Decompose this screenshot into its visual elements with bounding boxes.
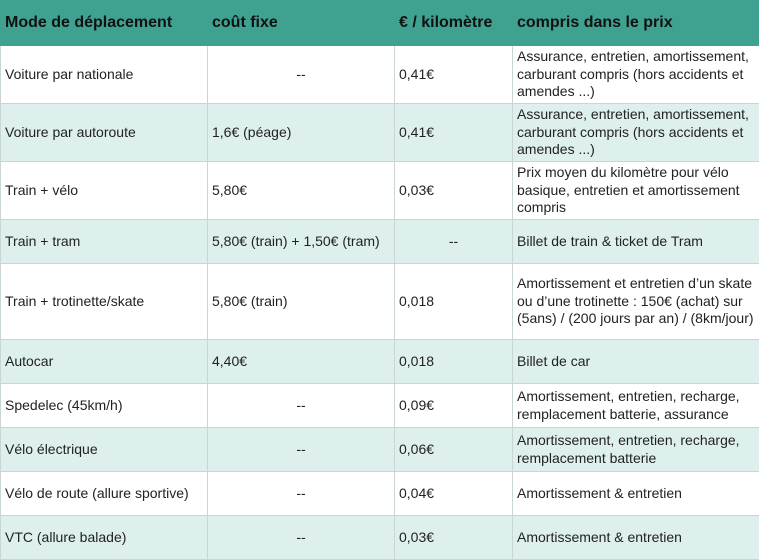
cell-fixed-cost: 5,80€ (train) + 1,50€ (tram) [208, 220, 395, 264]
cell-mode: Vélo de route (allure sportive) [1, 472, 208, 516]
cell-fixed-cost: 5,80€ [208, 162, 395, 220]
header-mode: Mode de déplacement [1, 1, 208, 46]
table-row [1, 46, 759, 104]
cell-per-km: 0,04€ [395, 472, 513, 516]
header-fixed-cost: coût fixe [208, 1, 395, 46]
table-row [1, 384, 759, 428]
cell-per-km: 0,03€ [395, 516, 513, 560]
table-body [1, 46, 759, 560]
cell-per-km: 0,018 [395, 340, 513, 384]
table-row [1, 516, 759, 560]
cell-included: Prix moyen du kilomètre pour vélo basique, entretien et amortissement compris [513, 162, 759, 220]
header-included: compris dans le prix [513, 1, 759, 46]
cell-fixed-cost: -- [208, 472, 395, 516]
header-row [1, 1, 759, 46]
cell-mode: VTC (allure balade) [1, 516, 208, 560]
cell-mode: Spedelec (45km/h) [1, 384, 208, 428]
cell-included: Amortissement & entretien [513, 472, 759, 516]
cell-per-km: -- [395, 220, 513, 264]
table-row [1, 162, 759, 220]
cell-per-km: 0,09€ [395, 384, 513, 428]
cell-per-km: 0,06€ [395, 428, 513, 472]
cell-included: Amortissement, entretien, recharge, remplacement batterie [513, 428, 759, 472]
table-header [1, 1, 759, 46]
cell-included: Billet de train & ticket de Tram [513, 220, 759, 264]
cell-mode: Vélo électrique [1, 428, 208, 472]
cell-mode: Voiture par autoroute [1, 104, 208, 162]
cell-fixed-cost: -- [208, 384, 395, 428]
table-row [1, 340, 759, 384]
cell-fixed-cost: -- [208, 428, 395, 472]
cell-included: Amortissement & entretien [513, 516, 759, 560]
cell-included: Amortissement, entretien, recharge, remplacement batterie, assurance [513, 384, 759, 428]
cell-fixed-cost: 1,6€ (péage) [208, 104, 395, 162]
table-row [1, 104, 759, 162]
cell-included: Assurance, entretien, amortissement, carburant compris (hors accidents et amendes ...) [513, 104, 759, 162]
cell-mode: Voiture par nationale [1, 46, 208, 104]
table-row [1, 264, 759, 340]
header-per-km: € / kilomètre [395, 1, 513, 46]
cell-included: Billet de car [513, 340, 759, 384]
cell-fixed-cost: 5,80€ (train) [208, 264, 395, 340]
cell-fixed-cost: 4,40€ [208, 340, 395, 384]
cell-fixed-cost: -- [208, 516, 395, 560]
cell-mode: Train + vélo [1, 162, 208, 220]
cell-per-km: 0,018 [395, 264, 513, 340]
cell-included: Amortissement et entretien d’un skate ou d’une trotinette : 150€ (achat) sur (5ans) / (200 jours par an) / (8km/jour) [513, 264, 759, 340]
cell-per-km: 0,41€ [395, 46, 513, 104]
table-row [1, 428, 759, 472]
cell-mode: Autocar [1, 340, 208, 384]
cell-included: Assurance, entretien, amortissement, carburant compris (hors accidents et amendes ...) [513, 46, 759, 104]
table-row [1, 220, 759, 264]
cell-per-km: 0,03€ [395, 162, 513, 220]
table-row [1, 472, 759, 516]
cell-per-km: 0,41€ [395, 104, 513, 162]
cell-mode: Train + tram [1, 220, 208, 264]
cell-fixed-cost: -- [208, 46, 395, 104]
cell-mode: Train + trotinette/skate [1, 264, 208, 340]
